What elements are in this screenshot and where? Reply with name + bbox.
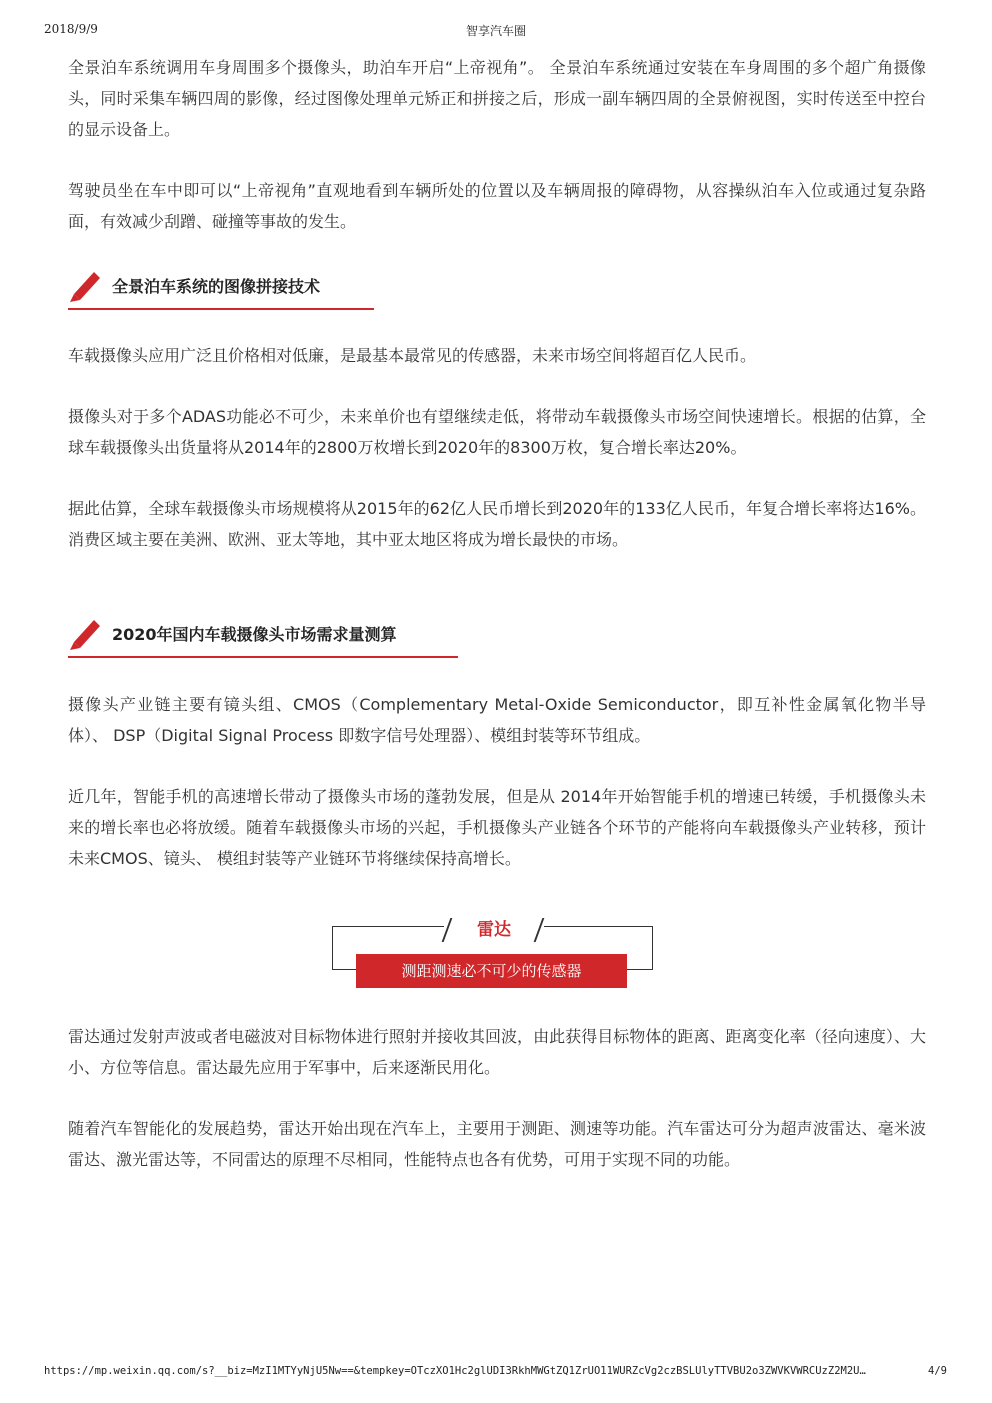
print-footer <box>0 1365 992 1383</box>
radar-banner <box>332 918 653 988</box>
article-body-top <box>68 52 926 237</box>
pencil-icon <box>68 616 104 650</box>
banner-subtitle: 测距测速必不可少的传感器 <box>356 954 627 988</box>
article-body-bottom <box>68 1021 926 1175</box>
section-title: 2020年国内车载摄像头市场需求量测算 <box>112 625 397 644</box>
print-url: https://mp.weixin.qq.com/s?__biz=MzI1MTYyNjU5Nw==&tempkey=OTczXO1Hc2glUDI3RkhMWGtZQ1ZrUO11WURZcVg2czBSLUlyTTVBU2o3ZWVKVWRCUzZ2M2U… <box>44 1365 866 1377</box>
slash-decoration <box>442 918 453 942</box>
paragraph: 摄像头产业链主要有镜头组、CMOS（Complementary Metal-Oxide Semiconductor，即互补性金属氧化物半导体）、 DSP（Digital Signal Process 即数字信号处理器）、模组封装等环节组成。 <box>68 695 926 745</box>
section-heading <box>68 266 374 310</box>
page-number: 4/9 <box>928 1365 947 1377</box>
paragraph: 近几年，智能手机的高速增长带动了摄像头市场的蓬勃发展，但是从 2014年开始智能手机的增速已转缓，手机摄像头未来的增长率也必将放缓。随着车载摄像头市场的兴起，手机摄像头产业链各个环节的产能将向车载摄像头产业转移，预计未来CMOS、镜头、 模组封装等产业链环节将继续保持高增长。 <box>68 787 926 868</box>
paragraph: 驾驶员坐在车中即可以“上帝视角”直观地看到车辆所处的位置以及车辆周报的障碍物，从容操纵泊车入位或通过复杂路面，有效减少刮蹭、碰撞等事故的发生。 <box>68 181 926 231</box>
pencil-icon <box>68 268 104 302</box>
print-header <box>0 22 992 42</box>
paragraph: 随着汽车智能化的发展趋势，雷达开始出现在汽车上，主要用于测距、测速等功能。汽车雷达可分为超声波雷达、毫米波雷达、激光雷达等，不同雷达的原理不尽相同，性能特点也各有优势，可用于实现不同的功能。 <box>68 1119 926 1169</box>
section-heading <box>68 614 458 658</box>
paragraph: 摄像头对于多个ADAS功能必不可少，未来单价也有望继续走低，将带动车载摄像头市场空间快速增长。根据的估算，全球车载摄像头出货量将从2014年的2800万枚增长到2020年的8300万枚，复合增长率达20%。 <box>68 407 926 457</box>
print-title: 智享汽车圈 <box>465 24 526 38</box>
paragraph: 车载摄像头应用广泛且价格相对低廉，是最基本最常见的传感器，未来市场空间将超百亿人民币。 <box>68 346 757 365</box>
slash-decoration <box>534 918 545 942</box>
paragraph: 据此估算，全球车载摄像头市场规模将从2015年的62亿人民币增长到2020年的133亿人民币，年复合增长率将达16%。消费区域主要在美洲、欧洲、亚太等地，其中亚太地区将成为增长最快的市场。 <box>68 499 926 549</box>
article-body-mid <box>68 340 926 555</box>
banner-title: 雷达 <box>477 920 511 940</box>
print-date: 2018/9/9 <box>44 22 98 36</box>
paragraph: 全景泊车系统调用车身周围多个摄像头，助泊车开启“上帝视角”。 全景泊车系统通过安装在车身周围的多个超广角摄像头，同时采集车辆四周的影像，经过图像处理单元矫正和拼接之后，形成一副车辆四周的全景俯视图，实时传送至中控台的显示设备上。 <box>68 58 926 139</box>
banner-title-wrap <box>444 916 544 944</box>
section-title: 全景泊车系统的图像拼接技术 <box>112 277 321 296</box>
paragraph: 雷达通过发射声波或者电磁波对目标物体进行照射并接收其回波，由此获得目标物体的距离、距离变化率（径向速度）、大小、方位等信息。雷达最先应用于军事中，后来逐渐民用化。 <box>68 1027 926 1077</box>
article-body-lower <box>68 689 926 874</box>
